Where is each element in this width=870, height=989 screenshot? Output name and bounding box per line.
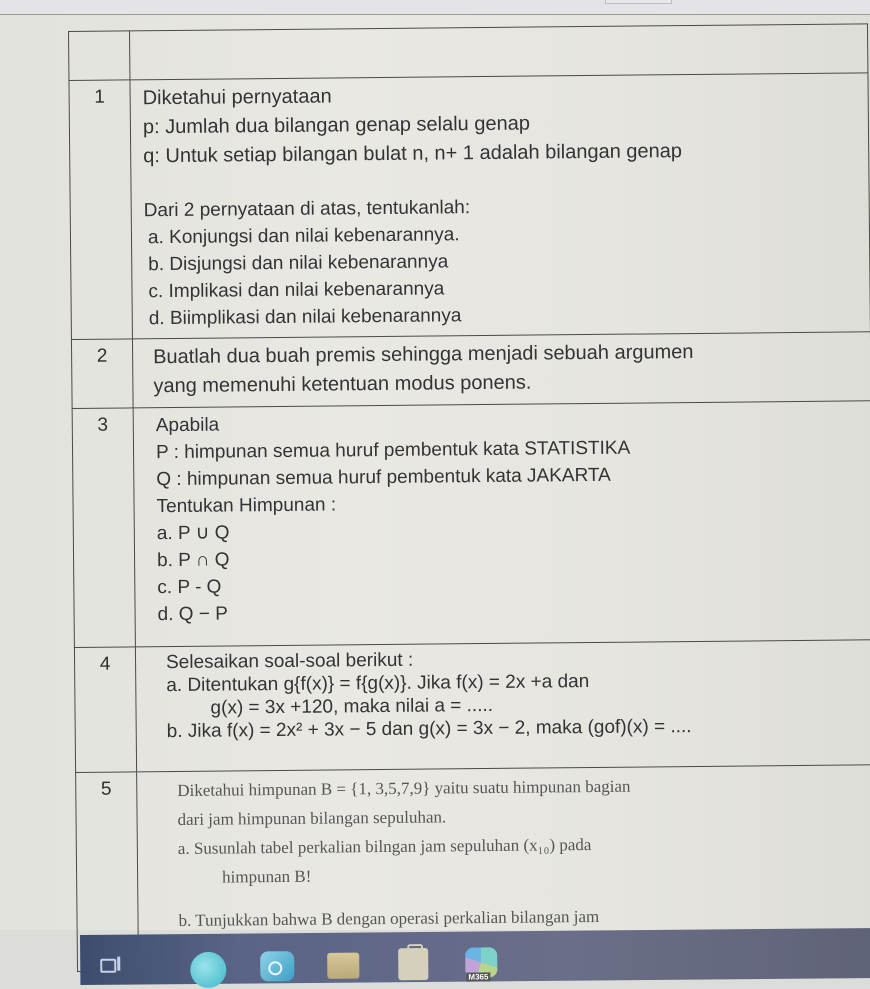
sub-item-a: a. P ∪ Q xyxy=(156,522,230,545)
question-table xyxy=(68,23,870,972)
question-content xyxy=(135,640,870,772)
set-q-definition: Q : himpunan semua huruf pembentuk kata JAKARTA xyxy=(156,464,611,491)
table-row xyxy=(69,73,870,340)
sub-item-c: c. Implikasi dan nilai kebenarannya xyxy=(148,278,445,303)
question-prompt: Dari 2 pernyataan di atas, tentukanlah: xyxy=(143,197,471,222)
edge-browser-icon[interactable] xyxy=(190,952,226,988)
m365-label: M365 xyxy=(468,972,489,982)
question-number: 5 xyxy=(76,772,139,972)
question-number: 3 xyxy=(72,408,135,648)
task-view-icon[interactable] xyxy=(100,955,122,975)
table-row xyxy=(71,332,870,409)
statement-q: q: Untuk setiap bilangan bulat n, n+ 1 adalah bilangan genap xyxy=(143,140,683,168)
question-content xyxy=(132,332,870,408)
microsoft-365-icon[interactable] xyxy=(465,947,497,982)
question-number: 2 xyxy=(71,339,133,409)
sub-item-b: b. Tunjukkan bahwa B dengan operasi perkalian bilangan jam xyxy=(178,906,600,930)
table-header-row xyxy=(69,24,868,81)
sub-item-a-continued: himpunan B! xyxy=(222,866,312,887)
statement-p: p: Jumlah dua bilangan genap selalu genap xyxy=(142,112,530,139)
question-content xyxy=(133,401,870,647)
taskbar xyxy=(80,928,870,985)
tab-stub[interactable] xyxy=(605,0,672,4)
question-text: yang memenuhi ketentuan modus ponens. xyxy=(153,371,532,398)
sub-item-b: b. Jika f(x) = 2x² + 3x − 5 dan g(x) = 3x − 2, maka (gof)(x) = .... xyxy=(166,716,692,743)
question-number: 4 xyxy=(74,647,136,773)
question-text: Diketahui pernyataan xyxy=(142,85,332,110)
question-content xyxy=(130,73,870,339)
question-text: Selesaikan soal-soal berikut : xyxy=(165,649,414,674)
file-explorer-icon[interactable] xyxy=(327,953,359,979)
sub-item-a-continued: g(x) = 3x +120, maka nilai a = ..... xyxy=(210,694,494,719)
question-text: Diketahui himpunan B = {1, 3,5,7,9} yaitu suatu himpunan bagian xyxy=(177,776,631,800)
sub-item-b: b. P ∩ Q xyxy=(156,549,230,572)
question-table-container xyxy=(68,23,870,972)
table-row xyxy=(74,640,870,773)
store-icon[interactable] xyxy=(260,951,294,981)
sub-item-d: d. Q − P xyxy=(157,603,228,626)
question-text: Apabila xyxy=(155,414,220,437)
sub-item-b: b. Disjungsi dan nilai kebenarannya xyxy=(148,251,449,276)
calendar-app-icon[interactable] xyxy=(398,948,428,980)
header-content-cell xyxy=(130,24,868,80)
sub-item-a: a. Susunlah tabel perkalian bilngan jam sepuluhan (x₁₀) pada xyxy=(177,835,592,858)
sub-item-a: a. Konjungsi dan nilai kebenarannya. xyxy=(147,224,460,249)
question-text: Buatlah dua buah premis sehingga menjadi sebuah argumen xyxy=(153,341,694,369)
window-top-bar xyxy=(0,0,870,15)
question-prompt: Tentukan Himpunan : xyxy=(156,494,337,518)
sub-item-a: a. Ditentukan g{f(x)} = f{g(x)}. Jika f(x) = 2x +a dan xyxy=(166,671,590,697)
sub-item-c: c. P - Q xyxy=(157,576,222,599)
sub-item-d: d. Biimplikasi dan nilai kebenarannya xyxy=(148,305,462,330)
question-number: 1 xyxy=(69,80,132,340)
table-row xyxy=(72,401,870,648)
question-text: dari jam himpunan bilangan sepuluhan. xyxy=(177,807,447,829)
header-number-cell xyxy=(69,31,130,81)
document-page xyxy=(0,15,870,930)
set-p-definition: P : himpunan semua huruf pembentuk kata STATISTIKA xyxy=(155,437,631,464)
